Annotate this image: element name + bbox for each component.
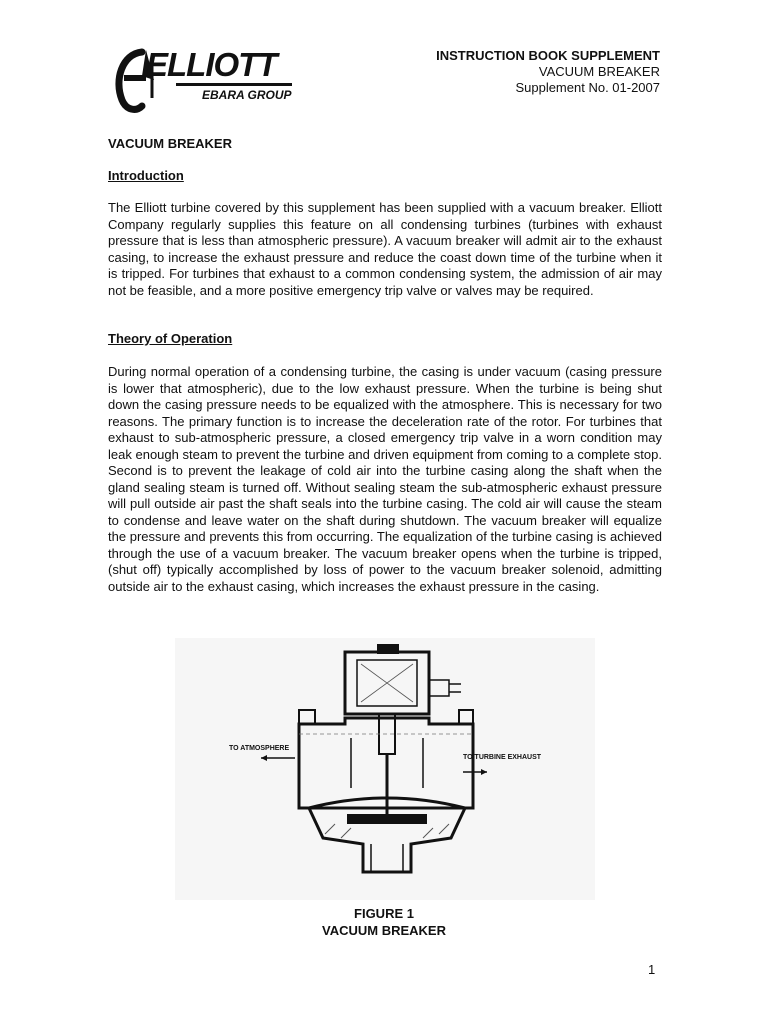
header-line-2: VACUUM BREAKER [538,64,660,79]
label-to-turbine-exhaust: TO TURBINE EXHAUST [463,754,542,761]
logo-wordmark: ELLIOTT [146,46,277,83]
figure-caption-number: FIGURE 1 [354,906,414,921]
section-heading-theory: Theory of Operation [108,331,233,346]
vacuum-breaker-figure [175,638,595,900]
section-heading-introduction: Introduction [108,168,184,183]
header-line-3: Supplement No. 01-2007 [515,80,660,95]
document-title: VACUUM BREAKER [108,136,232,151]
vacuum-breaker-drawing [175,638,595,900]
section-body-introduction: The Elliott turbine covered by this supplement has been supplied with a vacuum breaker. Elliott Company regularly supplies this feature on all condensing turbines (turbines with exhaust pressure that is less than atmospheric pressure). A vacuum breaker will admit air to the exhaust casing, to increase the exhaust pressure and reduce the coast down time of the turbine when it is tripped. For turbines that exhaust to a common condensing system, the admission of air may not be feasible, and a more positive emergency trip valve or valves may be required. [108,200,662,298]
section-body-theory: During normal operation of a condensing turbine, the casing is under vacuum (casing pressure is lower that atmospheric), due to the low exhaust pressure. When the turbine is being shut down the casing pressure needs to be equalized with the atmosphere. This is necessary for two reasons. The primary function is to increase the deceleration rate of the rotor. For turbines that exhaust to sub-atmospheric pressure, a closed emergency trip valve in a worn condition may leak enough steam to prevent the turbine and driven equipment from coming to a complete stop. Second is to prevent the leakage of cold air into the turbine casing along the shaft when the gland sealing steam is turned off. Without sealing steam the sub-atmospheric exhaust pressure will pull outside air past the shaft seals into the turbine casing. The cold air will cause the steam to condense and leave water on the shaft during shutdown. The vacuum breaker will equalize the pressure and prevents this from occurring. The equalization of the turbine casing is achieved through the use of a vacuum breaker. The vacuum breaker opens when the turbine is tripped, (shut off) typically accomplished by loss of power to the vacuum breaker solenoid, admitting outside air to the exhaust casing, which increases the exhaust pressure in the casing. [108,364,662,594]
figure-caption-title: VACUUM BREAKER [322,923,446,938]
label-to-atmosphere: TO ATMOSPHERE [229,745,290,752]
header-line-1: INSTRUCTION BOOK SUPPLEMENT [436,48,660,63]
document-header [436,48,660,96]
page-number: 1 [648,962,656,977]
logo-subtitle: EBARA GROUP [202,88,292,102]
logo-underline [176,83,292,86]
elliott-logo [112,40,302,116]
